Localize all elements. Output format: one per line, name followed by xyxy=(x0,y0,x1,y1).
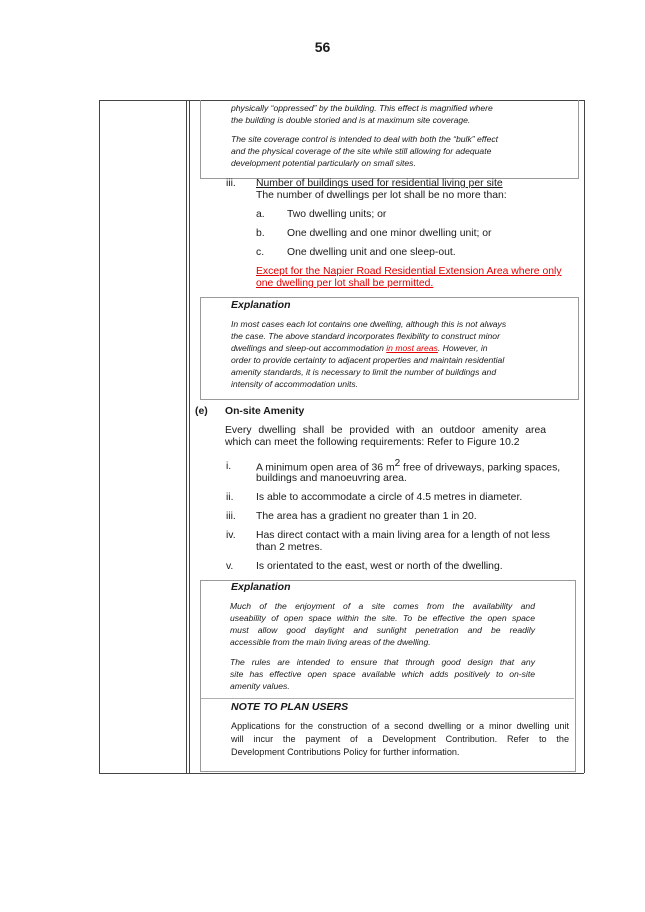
requirement-v-text: Is orientated to the east, west or north of the dwelling. xyxy=(256,561,503,572)
dwellings-explanation-line5: amenity standards, it is necessary to limit the number of buildings and xyxy=(231,367,497,377)
amenity-explanation-p1-line1: Much of the enjoyment of a site comes from the availability and xyxy=(230,601,535,611)
dwellings-explanation-line4: order to provide certainty to adjacent properties and maintain residential xyxy=(231,355,505,365)
requirement-iv-numeral: iv. xyxy=(226,530,236,541)
requirement-i-numeral: i. xyxy=(226,461,232,472)
item-iii-numeral: iii. xyxy=(226,178,236,189)
in-most-areas-amendment: in most areas xyxy=(386,343,438,353)
dwellings-explanation-line3-end: . However, in xyxy=(437,343,488,353)
amenity-explanation-p1-line3: must allow good daylight and sunlight penetration and be readily xyxy=(230,625,535,635)
item-iii-intro: The number of dwellings per lot shall be no more than: xyxy=(256,190,507,201)
requirement-iv-line1: Has direct contact with a main living area for a length of not less xyxy=(256,530,550,541)
dwellings-explanation-line3 xyxy=(231,342,488,354)
requirement-i-line2: buildings and manoeuvring area. xyxy=(256,473,407,484)
requirement-v-numeral: v. xyxy=(226,561,234,572)
section-e-intro-line1: Every dwelling shall be provided with an outdoor amenity area xyxy=(225,425,546,436)
amenity-explanation-p2-line2: site has effective open space available which adds positively to on-site xyxy=(230,669,535,679)
amenity-explanation-p1-line4: accessible from the main living areas of the dwelling. xyxy=(230,637,431,647)
option-b-text: One dwelling and one minor dwelling unit; or xyxy=(287,228,492,239)
site-coverage-para1-line2: the building is double storied and is at maximum site coverage. xyxy=(231,115,471,125)
amenity-explanation-p2-line1: The rules are intended to ensure that through good design that any xyxy=(230,657,535,667)
table-left-border xyxy=(99,100,100,773)
page-number: 56 xyxy=(314,39,331,55)
requirement-iii-text: The area has a gradient no greater than 1 in 20. xyxy=(256,511,477,522)
option-b-letter: b. xyxy=(256,228,265,239)
requirement-i-text-start: A minimum open area of 36 m xyxy=(256,462,395,474)
site-coverage-para2-line1: The site coverage control is intended to deal with both the “bulk” effect xyxy=(231,134,499,144)
requirement-ii-text: Is able to accommodate a circle of 4.5 metres in diameter. xyxy=(256,492,523,503)
note-divider xyxy=(201,698,574,699)
site-coverage-para1-line1: physically “oppressed” by the building. This effect is magnified where xyxy=(231,103,493,113)
dwellings-explanation-line1: In most cases each lot contains one dwelling, although this is not always xyxy=(231,319,507,329)
dwellings-explanation-line2: the case. The above standard incorporates flexibility to construct minor xyxy=(231,331,500,341)
requirement-iii-numeral: iii. xyxy=(226,511,236,522)
section-e-title: On-site Amenity xyxy=(225,406,305,417)
squared-superscript: 2 xyxy=(394,458,401,469)
requirement-i-text-end: free of driveways, parking spaces, xyxy=(400,462,561,474)
table-column-divider-2 xyxy=(189,100,190,773)
option-c-letter: c. xyxy=(256,247,265,258)
option-c-text: One dwelling unit and one sleep-out. xyxy=(287,247,456,258)
amenity-explanation-p1-line2: useability of open space within the site. To be effective the open space xyxy=(230,613,535,623)
option-a-text: Two dwelling units; or xyxy=(287,209,387,220)
table-column-divider-1 xyxy=(186,100,187,773)
section-e-intro-line2: which can meet the following requirements: Refer to Figure 10.2 xyxy=(225,437,520,448)
table-right-border xyxy=(584,100,585,773)
item-iii-heading: Number of buildings used for residential living per site xyxy=(256,178,503,189)
note-line1: Applications for the construction of a second dwelling or a minor dwelling unit xyxy=(231,721,569,731)
section-e-label: (e) xyxy=(195,406,208,417)
requirement-ii-numeral: ii. xyxy=(226,492,234,503)
table-bottom-border xyxy=(99,773,584,774)
napier-road-exception-line2: one dwelling per lot shall be permitted. xyxy=(256,278,434,289)
explanation-heading: Explanation xyxy=(231,299,291,311)
option-a-letter: a. xyxy=(256,209,265,220)
amenity-explanation-heading: Explanation xyxy=(231,581,291,593)
dwellings-explanation-line3-start: dwellings and sleep-out accommodation xyxy=(231,343,384,353)
site-coverage-para2-line3: development potential particularly on small sites. xyxy=(231,158,416,168)
requirement-iv-line2: than 2 metres. xyxy=(256,542,323,553)
site-coverage-para2-line2: and the physical coverage of the site while still allowing for adequate xyxy=(231,146,492,156)
note-line2: will incur the payment of a Development Contribution. Refer to the xyxy=(231,734,569,744)
dwellings-explanation-line6: intensity of accommodation units. xyxy=(231,379,359,389)
note-to-plan-users-heading: NOTE TO PLAN USERS xyxy=(231,701,349,713)
amenity-explanation-p2-line3: amenity values. xyxy=(230,681,290,691)
note-line3: Development Contributions Policy for further information. xyxy=(231,747,460,757)
napier-road-exception-line1: Except for the Napier Road Residential Extension Area where only xyxy=(256,266,562,277)
